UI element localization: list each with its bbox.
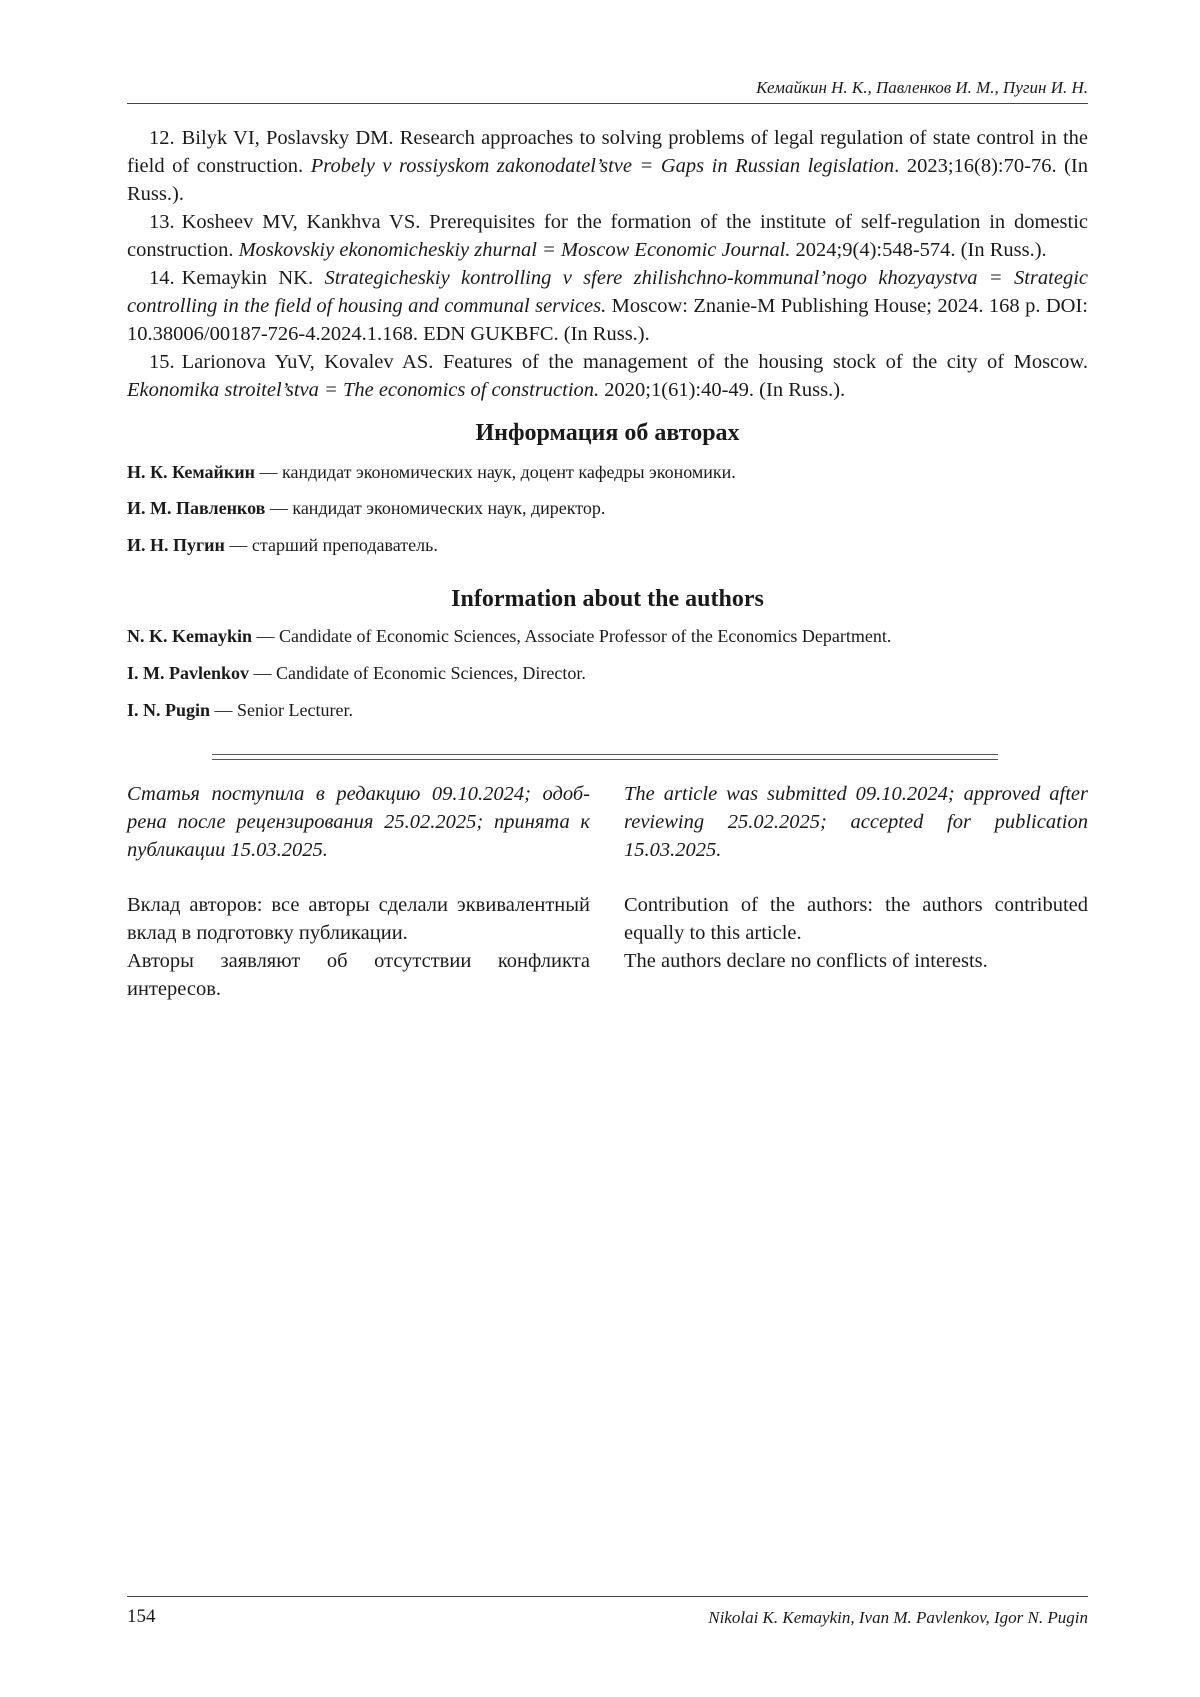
author-en-item: I. N. Pugin — Senior Lecturer. [127, 700, 353, 720]
running-head: Кемайкин Н. К., Павленков И. М., Пугин И. Н. [756, 78, 1088, 97]
authors-en-title: Information about the authors [451, 586, 764, 612]
contribution-ru: Вклад авторов: все авторы сделали эквивалентный вклад в подготовку публикации. [127, 894, 590, 944]
footer-authors: Nikolai K. Kemaykin, Ivan M. Pavlenkov, Igor N. Pugin [708, 1608, 1088, 1627]
article-info-ru [127, 780, 590, 1003]
author-ru-item: И. М. Павленков — кандидат экономических наук, директор. [127, 498, 606, 518]
author-en-item: N. K. Kemaykin — Candidate of Economic Sciences, Associate Professor of the Economics Department. [127, 626, 892, 646]
reference-item: 15. Larionova YuV, Kovalev AS. Features of the management of the housing stock of the city of Moscow. Ekonomika stroitel’stva = The economics of construction. 2020;1(61):40-49. (In Russ.). [127, 351, 1088, 401]
footer-rule [127, 1596, 1088, 1597]
authors-ru-title: Информация об авторах [475, 420, 740, 446]
author-en-item: I. M. Pavlenkov — Candidate of Economic Sciences, Director. [127, 663, 586, 683]
article-dates-ru: Статья поступила в редакцию 09.10.2024; одоб-рена после рецензирования 25.02.2025; принята к публикации 15.03.2025. [127, 783, 590, 861]
reference-item: 14. Kemaykin NK. Strategicheskiy kontrolling v sfere zhilishchno-kommunal’nogo khozyaystva = Strategic controlling in the field of housing and communal services. Moscow: Znanie-M Publishing House; 2024. 168 p. DOI: 10.38006/00187-726-4.2024.1.168. EDN GUKBFC. (In Russ.). [127, 267, 1088, 345]
section-divider [212, 754, 998, 760]
reference-list [127, 124, 1088, 404]
article-info-en [624, 780, 1088, 975]
author-ru-item: Н. К. Кемайкин — кандидат экономических наук, доцент кафедры экономики. [127, 462, 736, 482]
conflicts-ru: Авторы заявляют об отсутствии конфликта интересов. [127, 950, 590, 1000]
article-dates-en: The article was submitted 09.10.2024; approved after reviewing 25.02.2025; accepted for publication 15.03.2025. [624, 783, 1088, 861]
header-rule [127, 103, 1088, 104]
reference-item: 13. Kosheev MV, Kankhva VS. Prerequisites for the formation of the institute of self-regulation in domestic construction. Moskovskiy ekonomicheskiy zhurnal = Moscow Economic Journal. 2024;9(4):548-574. (In Russ.). [127, 211, 1088, 261]
reference-item: 12. Bilyk VI, Poslavsky DM. Research approaches to solving problems of legal regulation of state control in the field of construction. Probely v rossiyskom zakonodatel’stve = Gaps in Russian legislation. 2023;16(8):70-76. (In Russ.). [127, 127, 1089, 205]
conflicts-en: The authors declare no conflicts of interests. [624, 950, 988, 972]
contribution-en: Contribution of the authors: the authors contributed equally to this article. [624, 894, 1088, 944]
author-ru-item: И. Н. Пугин — старший преподаватель. [127, 535, 438, 555]
page-number: 154 [127, 1606, 156, 1627]
